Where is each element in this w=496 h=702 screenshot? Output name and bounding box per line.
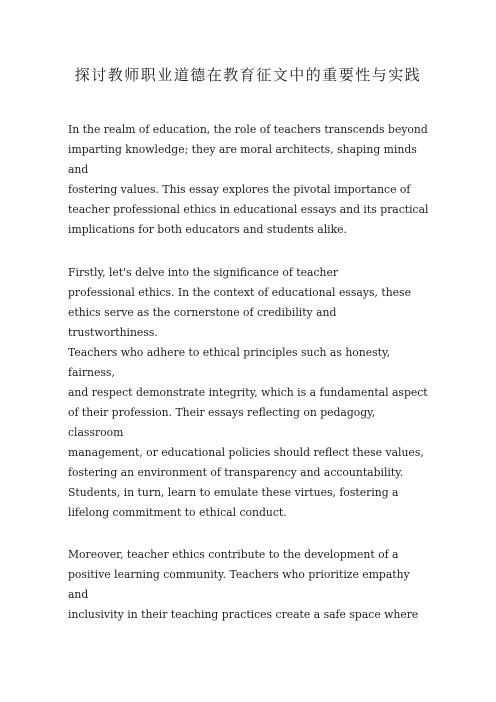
paragraph-learning-community: Moreover, teacher ethics contribute to the development of a positive learning community. Teachers who prioritize empathy and inclusivity in their teaching practices create a safe space where xyxy=(68,548,419,621)
document-title: 探讨教师职业道德在教育征文中的重要性与实践 xyxy=(74,66,422,84)
paragraph-significance: Firstly, let's delve into the significance of teacher professional ethics. In the context of educational essays, these ethics serve as the cornerstone of credibility and trustworthiness. Teachers who adhere to ethical principles such as honesty, fairness, and respect demonstrate integrity, which is a fundamental aspect of their profession. Their essays reflecting on pedagogy, classroom management, or educational policies should reflect these values, fostering an environment of transparency and accountability. Students, in turn, learn to emulate these virtues, fostering a lifelong commitment to ethical conduct. xyxy=(68,266,428,519)
paragraph-introduction: In the realm of education, the role of teachers transcends beyond imparting knowledge; they are moral architects, shaping minds and fostering values. This essay explores the pivotal importance of teacher professional ethics in educational essays and its practical implications for both educators and students alike. xyxy=(68,123,429,236)
